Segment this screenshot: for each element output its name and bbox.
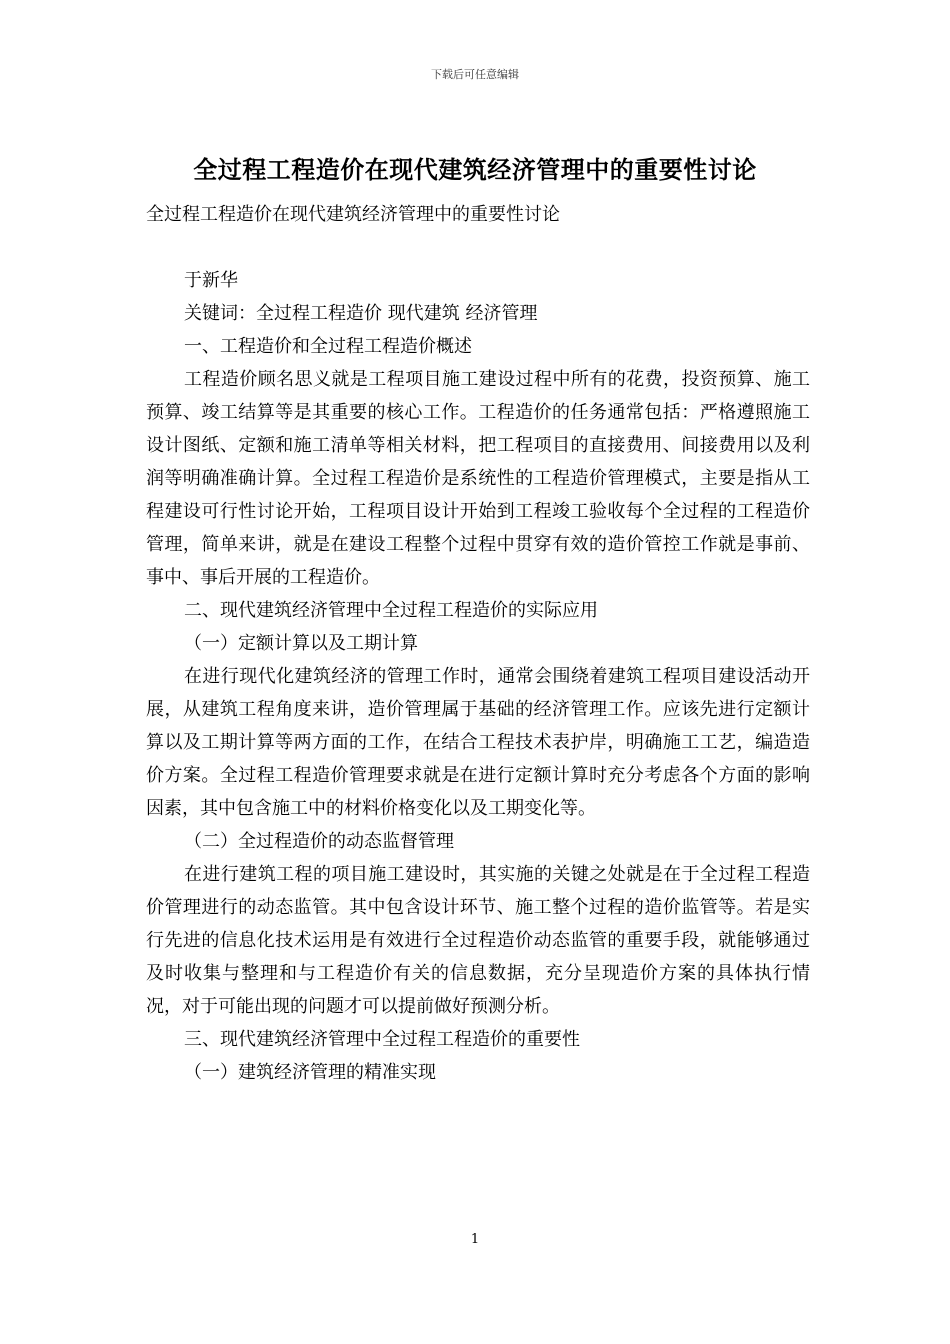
- subsection-heading-2-2: （二）全过程造价的动态监督管理: [184, 831, 454, 852]
- subsection-heading-3-1: （一）建筑经济管理的精准实现: [184, 1062, 436, 1083]
- page-number: 1: [470, 1232, 480, 1247]
- document-body: [146, 198, 810, 1089]
- keywords-line: 关键词：全过程工程造价 现代建筑 经济管理: [184, 303, 538, 324]
- subsection-2-1-paragraph: 在进行现代化建筑经济的管理工作时，通常会围绕着建筑工程项目建设活动开展，从建筑工程角度来讲，造价管理属于基础的经济管理工作。应该先进行定额计算以及工期计算等两方面的工作，在结合工程技术表护岸，明确施工工艺，编造造价方案。全过程工程造价管理要求就是在进行定额计算时充分考虑各个方面的影响因素，其中包含施工中的材料价格变化以及工期变化等。: [146, 666, 810, 819]
- document-subtitle: 全过程工程造价在现代建筑经济管理中的重要性讨论: [146, 204, 560, 225]
- author-name: 于新华: [184, 270, 238, 291]
- subsection-2-2-paragraph: 在进行建筑工程的项目施工建设时，其实施的关键之处就是在于全过程工程造价管理进行的动态监管。其中包含设计环节、施工整个过程的造价监管等。若是实行先进的信息化技术运用是有效进行全过程造价动态监管的重要手段，就能够通过及时收集与整理和与工程造价有关的信息数据，充分呈现造价方案的具体执行情况，对于可能出现的问题才可以提前做好预测分析。: [146, 864, 810, 1017]
- section-1-paragraph: 工程造价顾名思义就是工程项目施工建设过程中所有的花费，投资预算、施工预算、竣工结算等是其重要的核心工作。工程造价的任务通常包括：严格遵照施工设计图纸、定额和施工清单等相关材料，把工程项目的直接费用、间接费用以及利润等明确准确计算。全过程工程造价是系统性的工程造价管理模式，主要是指从工程建设可行性讨论开始，工程项目设计开始到工程竣工验收每个全过程的工程造价管理，简单来讲，就是在建设工程整个过程中贯穿有效的造价管控工作就是事前、事中、事后开展的工程造价。: [146, 369, 810, 588]
- document-title: 全过程工程造价在现代建筑经济管理中的重要性讨论: [193, 155, 757, 184]
- section-heading-2: 二、现代建筑经济管理中全过程工程造价的实际应用: [184, 600, 598, 621]
- section-heading-3: 三、现代建筑经济管理中全过程工程造价的重要性: [184, 1029, 580, 1050]
- section-heading-1: 一、工程造价和全过程工程造价概述: [184, 336, 472, 357]
- subsection-heading-2-1: （一）定额计算以及工期计算: [184, 633, 418, 654]
- header-note: 下载后可任意编辑: [431, 68, 519, 81]
